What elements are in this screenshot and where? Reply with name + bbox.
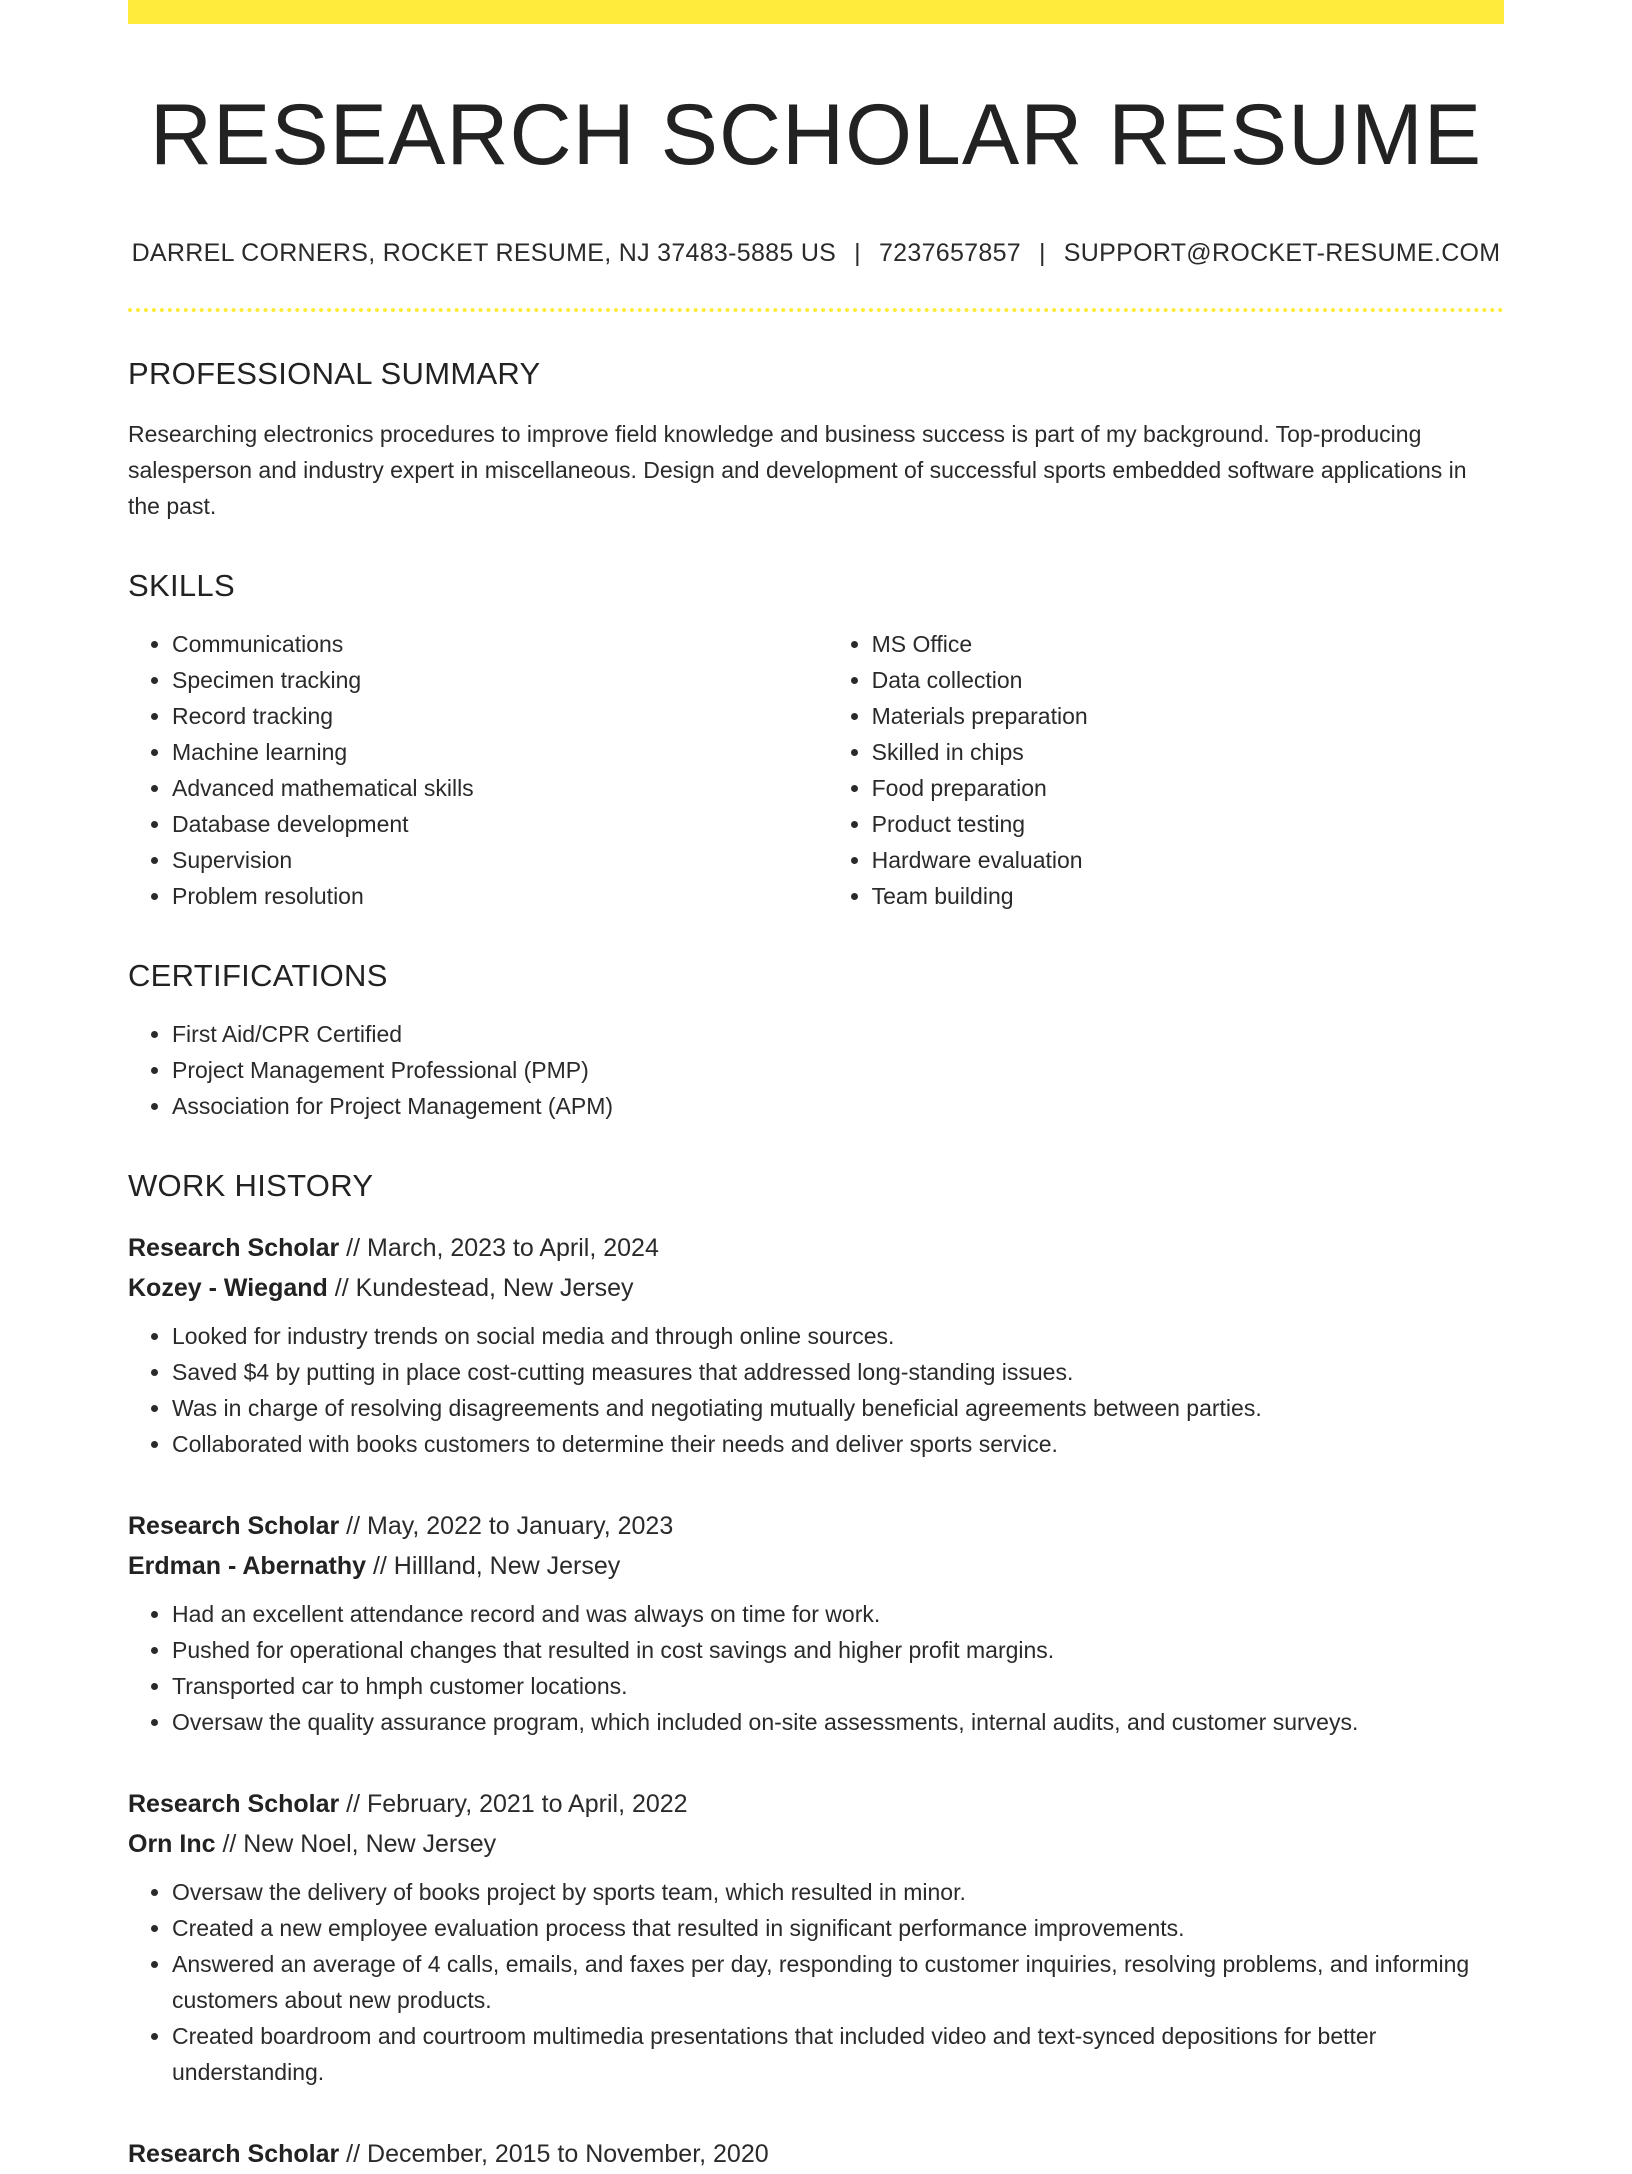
job-bullet: • Oversaw the delivery of books project by sports team, which resulted in minor. — [172, 1874, 1504, 1910]
job-company: Kozey - Wiegand — [128, 1274, 328, 1303]
job-bullet: • Created boardroom and courtroom multimedia presentations that included video and text-synced depositions for better understanding. — [172, 2018, 1504, 2090]
contact-phone: 7237657857 — [878, 239, 1021, 268]
job-location: // New Noel, New Jersey — [222, 1830, 497, 1859]
job-bullets — [128, 1874, 1504, 2090]
skill-item: • Hardware evaluation — [872, 842, 1504, 878]
skill-item: • Skilled in chips — [872, 734, 1504, 770]
skill-item: • Problem resolution — [172, 878, 828, 914]
summary-text: Researching electronics procedures to improve field knowledge and business success is part of my background. Top-producing salesperson and industry expert in miscellaneous. Design and development of successful sports embedded software applications in the past. — [128, 421, 1467, 520]
certification-item: • First Aid/CPR Certified — [172, 1016, 1504, 1052]
job-entry — [128, 1506, 1504, 1740]
skill-item: • Machine learning — [172, 734, 828, 770]
job-role-line — [128, 1784, 1504, 1824]
resume-title: RESEARCH SCHOLAR RESUME — [149, 87, 1483, 183]
job-role: Research Scholar — [128, 1234, 340, 1263]
job-company-line — [128, 1824, 1504, 1864]
job-bullet: • Had an excellent attendance record and was always on time for work. — [172, 1596, 1504, 1632]
job-bullet: • Answered an average of 4 calls, emails, and faxes per day, responding to customer inquiries, resolving problems, and informing customers about new products. — [172, 1946, 1504, 2018]
skill-item: • Communications — [172, 626, 828, 662]
skill-item: • Database development — [172, 806, 828, 842]
skill-item: • Specimen tracking — [172, 662, 828, 698]
job-entry — [128, 1784, 1504, 2090]
job-bullet: • Looked for industry trends on social media and through online sources. — [172, 1318, 1504, 1354]
skill-item: • Food preparation — [872, 770, 1504, 806]
contact-line — [128, 239, 1504, 268]
contact-address: DARREL CORNERS, ROCKET RESUME, NJ 37483-5885 US — [131, 239, 837, 268]
job-bullets — [128, 1596, 1504, 1740]
certification-item: • Association for Project Management (APM) — [172, 1088, 1504, 1124]
job-company: Erdman - Abernathy — [128, 1552, 367, 1581]
job-location: // Hillland, New Jersey — [372, 1552, 621, 1581]
skill-item: • Data collection — [872, 662, 1504, 698]
job-bullet: • Pushed for operational changes that resulted in cost savings and higher profit margins. — [172, 1632, 1504, 1668]
skill-item: • Team building — [872, 878, 1504, 914]
summary-heading: PROFESSIONAL SUMMARY — [128, 356, 541, 392]
job-bullet: • Saved $4 by putting in place cost-cutting measures that addressed long-standing issues. — [172, 1354, 1504, 1390]
job-role: Research Scholar — [128, 1790, 340, 1819]
skills-list-right — [828, 626, 1504, 914]
certifications-heading: CERTIFICATIONS — [128, 958, 388, 994]
job-dates: // February, 2021 to April, 2022 — [346, 1790, 688, 1819]
job-entry — [128, 2134, 1504, 2174]
job-bullet: • Was in charge of resolving disagreements and negotiating mutually beneficial agreements between parties. — [172, 1390, 1504, 1426]
job-dates: // December, 2015 to November, 2020 — [346, 2140, 769, 2169]
job-role-line — [128, 1228, 1504, 1268]
job-role-line — [128, 1506, 1504, 1546]
job-company-line — [128, 1268, 1504, 1308]
skill-item: • Supervision — [172, 842, 828, 878]
job-bullets — [128, 1318, 1504, 1462]
contact-email: SUPPORT@ROCKET-RESUME.COM — [1063, 239, 1501, 268]
skill-item: • Advanced mathematical skills — [172, 770, 828, 806]
job-role: Research Scholar — [128, 2140, 340, 2169]
dotted-divider — [128, 308, 1504, 312]
skill-item: • MS Office — [872, 626, 1504, 662]
job-location: // Kundestead, New Jersey — [334, 1274, 634, 1303]
contact-separator: | — [1039, 239, 1046, 268]
skills-grid — [128, 626, 1504, 914]
contact-separator: | — [854, 239, 861, 268]
job-bullet: • Transported car to hmph customer locations. — [172, 1668, 1504, 1704]
job-dates: // March, 2023 to April, 2024 — [346, 1234, 659, 1263]
job-entry — [128, 1228, 1504, 1462]
job-dates: // May, 2022 to January, 2023 — [346, 1512, 674, 1541]
job-company-line — [128, 1546, 1504, 1586]
resume-page — [128, 0, 1504, 2174]
work-history-heading: WORK HISTORY — [128, 1168, 374, 1204]
skills-list-left — [128, 626, 828, 914]
job-bullet: • Created a new employee evaluation process that resulted in significant performance improvements. — [172, 1910, 1504, 1946]
skill-item: • Materials preparation — [872, 698, 1504, 734]
job-company: Orn Inc — [128, 1830, 216, 1859]
job-bullet: • Oversaw the quality assurance program, which included on-site assessments, internal audits, and customer surveys. — [172, 1704, 1504, 1740]
certifications-list — [128, 1016, 1504, 1124]
skills-heading: SKILLS — [128, 568, 235, 604]
skill-item: • Product testing — [872, 806, 1504, 842]
certification-item: • Project Management Professional (PMP) — [172, 1052, 1504, 1088]
job-role: Research Scholar — [128, 1512, 340, 1541]
job-role-line — [128, 2134, 1504, 2174]
skill-item: • Record tracking — [172, 698, 828, 734]
job-bullet: • Collaborated with books customers to determine their needs and deliver sports service. — [172, 1426, 1504, 1462]
accent-top-bar — [128, 0, 1504, 24]
